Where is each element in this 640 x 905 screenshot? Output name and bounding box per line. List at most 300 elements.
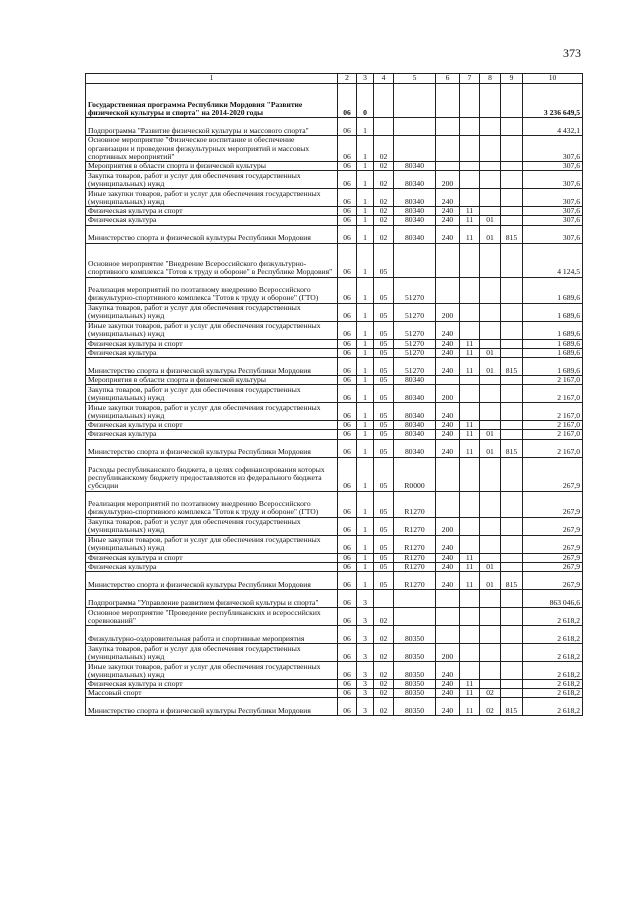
cell-pr bbox=[480, 680, 501, 689]
cell-om: 02 bbox=[374, 626, 394, 644]
cell-pr bbox=[480, 644, 501, 662]
cell-gp: 06 bbox=[338, 626, 357, 644]
cell-rz: 11 bbox=[460, 348, 480, 357]
cell-vr: 240 bbox=[436, 216, 460, 225]
cell-pr bbox=[480, 421, 501, 430]
cell-om: 02 bbox=[374, 171, 394, 189]
cell-pr: 01 bbox=[480, 225, 501, 243]
cell-direction bbox=[394, 118, 436, 136]
cell-pr bbox=[480, 84, 501, 118]
cell-gp: 06 bbox=[338, 162, 357, 171]
table-row bbox=[86, 457, 583, 491]
cell-rz bbox=[460, 662, 480, 680]
cell-pp: 1 bbox=[357, 162, 374, 171]
cell-amount: 2 618,2 bbox=[523, 680, 583, 689]
cell-rz bbox=[460, 590, 480, 608]
row-name: Министерство спорта и физической культуры Республики Мордовия bbox=[86, 572, 338, 590]
row-name: Закупка товаров, работ и услуг для обеспечения государственных (муниципальных) нужд bbox=[86, 385, 338, 403]
table-row bbox=[86, 680, 583, 689]
row-name: Расходы республиканского бюджета, в целях софинансирования которых республиканскому бюджету предоставляются из федерального бюджета субсидии bbox=[86, 457, 338, 491]
cell-pp: 1 bbox=[357, 553, 374, 562]
cell-vr: 240 bbox=[436, 689, 460, 698]
cell-pp: 1 bbox=[357, 277, 374, 303]
cell-direction: 80340 bbox=[394, 189, 436, 207]
cell-pr: 01 bbox=[480, 439, 501, 457]
cell-pp: 1 bbox=[357, 303, 374, 321]
cell-direction bbox=[394, 136, 436, 162]
cell-om: 05 bbox=[374, 403, 394, 421]
cell-rz bbox=[460, 403, 480, 421]
cell-rz bbox=[460, 189, 480, 207]
cell-grbs bbox=[501, 562, 523, 571]
cell-amount: 3 236 649,5 bbox=[523, 84, 583, 118]
row-name: Министерство спорта и физической культуры Республики Мордовия bbox=[86, 698, 338, 716]
cell-pp: 1 bbox=[357, 321, 374, 339]
cell-pr: 01 bbox=[480, 358, 501, 376]
cell-gp: 06 bbox=[338, 136, 357, 162]
cell-vr: 200 bbox=[436, 517, 460, 535]
cell-amount: 267,9 bbox=[523, 517, 583, 535]
cell-om: 05 bbox=[374, 385, 394, 403]
table-row bbox=[86, 590, 583, 608]
col-header: 1 bbox=[86, 74, 338, 84]
cell-vr bbox=[436, 626, 460, 644]
cell-vr: 240 bbox=[436, 403, 460, 421]
col-header: 8 bbox=[480, 74, 501, 84]
cell-direction: R1270 bbox=[394, 491, 436, 517]
cell-pp: 3 bbox=[357, 689, 374, 698]
cell-pr bbox=[480, 189, 501, 207]
cell-rz: 11 bbox=[460, 680, 480, 689]
table-row bbox=[86, 376, 583, 385]
cell-vr: 240 bbox=[436, 225, 460, 243]
cell-pp: 1 bbox=[357, 572, 374, 590]
cell-om: 05 bbox=[374, 321, 394, 339]
cell-vr: 200 bbox=[436, 644, 460, 662]
cell-direction: R0000 bbox=[394, 457, 436, 491]
cell-grbs bbox=[501, 430, 523, 439]
cell-gp: 06 bbox=[338, 339, 357, 348]
cell-vr bbox=[436, 162, 460, 171]
cell-rz bbox=[460, 535, 480, 553]
cell-vr bbox=[436, 491, 460, 517]
cell-vr: 240 bbox=[436, 535, 460, 553]
cell-rz: 11 bbox=[460, 430, 480, 439]
cell-grbs bbox=[501, 491, 523, 517]
cell-grbs bbox=[501, 118, 523, 136]
table-row bbox=[86, 162, 583, 171]
cell-vr bbox=[436, 118, 460, 136]
cell-vr bbox=[436, 376, 460, 385]
cell-vr: 240 bbox=[436, 430, 460, 439]
cell-pr bbox=[480, 277, 501, 303]
cell-gp: 06 bbox=[338, 403, 357, 421]
cell-pr bbox=[480, 162, 501, 171]
cell-rz bbox=[460, 136, 480, 162]
cell-rz: 11 bbox=[460, 225, 480, 243]
cell-om: 05 bbox=[374, 562, 394, 571]
cell-vr: 240 bbox=[436, 553, 460, 562]
cell-amount: 2 618,2 bbox=[523, 662, 583, 680]
table-row bbox=[86, 216, 583, 225]
cell-amount: 1 689,6 bbox=[523, 358, 583, 376]
table-row bbox=[86, 339, 583, 348]
cell-pp: 1 bbox=[357, 457, 374, 491]
header-row bbox=[86, 74, 583, 84]
cell-direction bbox=[394, 84, 436, 118]
cell-om: 02 bbox=[374, 644, 394, 662]
cell-pp: 1 bbox=[357, 430, 374, 439]
cell-gp: 06 bbox=[338, 680, 357, 689]
row-name: Физическая культура bbox=[86, 562, 338, 571]
cell-direction: 80340 bbox=[394, 225, 436, 243]
cell-grbs: 815 bbox=[501, 698, 523, 716]
cell-pr bbox=[480, 553, 501, 562]
cell-om: 05 bbox=[374, 430, 394, 439]
cell-gp: 06 bbox=[338, 118, 357, 136]
cell-pr: 02 bbox=[480, 698, 501, 716]
cell-grbs bbox=[501, 517, 523, 535]
cell-amount: 307,6 bbox=[523, 189, 583, 207]
table-row bbox=[86, 517, 583, 535]
table-row bbox=[86, 171, 583, 189]
cell-amount: 307,6 bbox=[523, 162, 583, 171]
cell-direction: 80340 bbox=[394, 439, 436, 457]
table-row bbox=[86, 207, 583, 216]
cell-pr bbox=[480, 339, 501, 348]
cell-pr bbox=[480, 376, 501, 385]
cell-direction bbox=[394, 243, 436, 277]
cell-gp: 06 bbox=[338, 430, 357, 439]
row-name: Министерство спорта и физической культуры Республики Мордовия bbox=[86, 439, 338, 457]
table-row bbox=[86, 321, 583, 339]
cell-pr: 01 bbox=[480, 430, 501, 439]
cell-pr bbox=[480, 136, 501, 162]
cell-gp: 06 bbox=[338, 207, 357, 216]
row-name: Массовый спорт bbox=[86, 689, 338, 698]
cell-grbs bbox=[501, 457, 523, 491]
cell-rz: 11 bbox=[460, 572, 480, 590]
cell-pp: 1 bbox=[357, 491, 374, 517]
cell-pr bbox=[480, 243, 501, 277]
cell-rz: 11 bbox=[460, 553, 480, 562]
cell-direction: 80350 bbox=[394, 644, 436, 662]
cell-om: 05 bbox=[374, 517, 394, 535]
col-header: 2 bbox=[338, 74, 357, 84]
cell-direction: 80340 bbox=[394, 162, 436, 171]
cell-grbs bbox=[501, 84, 523, 118]
cell-grbs bbox=[501, 590, 523, 608]
cell-amount: 2 167,0 bbox=[523, 421, 583, 430]
cell-gp: 06 bbox=[338, 572, 357, 590]
col-header: 4 bbox=[374, 74, 394, 84]
row-name: Физическая культура и спорт bbox=[86, 339, 338, 348]
cell-amount: 267,9 bbox=[523, 553, 583, 562]
row-name: Иные закупки товаров, работ и услуг для обеспечения государственных (муниципальных) нужд bbox=[86, 321, 338, 339]
cell-grbs: 815 bbox=[501, 439, 523, 457]
cell-pp: 1 bbox=[357, 439, 374, 457]
table-row bbox=[86, 491, 583, 517]
cell-grbs: 815 bbox=[501, 358, 523, 376]
cell-om: 05 bbox=[374, 243, 394, 277]
row-name: Иные закупки товаров, работ и услуг для обеспечения государственных (муниципальных) нужд bbox=[86, 189, 338, 207]
cell-gp: 06 bbox=[338, 225, 357, 243]
col-header: 6 bbox=[436, 74, 460, 84]
cell-pp: 3 bbox=[357, 662, 374, 680]
cell-vr: 240 bbox=[436, 189, 460, 207]
cell-om: 02 bbox=[374, 680, 394, 689]
cell-grbs bbox=[501, 207, 523, 216]
row-name: Подпрограмма "Развитие физической культуры и массового спорта" bbox=[86, 118, 338, 136]
cell-rz bbox=[460, 608, 480, 626]
table-row bbox=[86, 118, 583, 136]
cell-pr: 01 bbox=[480, 348, 501, 357]
cell-pp: 1 bbox=[357, 376, 374, 385]
cell-rz: 11 bbox=[460, 698, 480, 716]
row-name: Закупка товаров, работ и услуг для обеспечения государственных (муниципальных) нужд bbox=[86, 517, 338, 535]
cell-pp: 3 bbox=[357, 698, 374, 716]
cell-om: 02 bbox=[374, 225, 394, 243]
cell-pp: 1 bbox=[357, 339, 374, 348]
cell-pp: 3 bbox=[357, 644, 374, 662]
cell-pr bbox=[480, 207, 501, 216]
cell-amount: 2 618,2 bbox=[523, 626, 583, 644]
cell-direction: 80350 bbox=[394, 698, 436, 716]
cell-vr: 240 bbox=[436, 348, 460, 357]
cell-pr bbox=[480, 608, 501, 626]
cell-grbs bbox=[501, 348, 523, 357]
row-name: Основное мероприятие "Физическое воспитание и обеспечение организации и проведения физкультурных мероприятий и массовых спортивных мероприятий" bbox=[86, 136, 338, 162]
cell-gp: 06 bbox=[338, 376, 357, 385]
cell-rz bbox=[460, 644, 480, 662]
cell-pp: 1 bbox=[357, 216, 374, 225]
cell-gp: 06 bbox=[338, 358, 357, 376]
row-name: Закупка товаров, работ и услуг для обеспечения государственных (муниципальных) нужд bbox=[86, 171, 338, 189]
row-name: Государственная программа Республики Мордовия "Развитие физической культуры и спорта" на 2014-2020 годы bbox=[86, 84, 338, 118]
cell-pp: 1 bbox=[357, 517, 374, 535]
cell-amount: 2 167,0 bbox=[523, 376, 583, 385]
row-name: Физическая культура и спорт bbox=[86, 207, 338, 216]
cell-grbs bbox=[501, 216, 523, 225]
cell-rz bbox=[460, 162, 480, 171]
cell-amount: 307,6 bbox=[523, 225, 583, 243]
cell-gp: 06 bbox=[338, 216, 357, 225]
cell-direction: 80340 bbox=[394, 430, 436, 439]
cell-rz bbox=[460, 491, 480, 517]
row-name: Физкультурно-оздоровительная работа и спортивные мероприятия bbox=[86, 626, 338, 644]
cell-gp: 06 bbox=[338, 517, 357, 535]
table-row bbox=[86, 225, 583, 243]
cell-om: 05 bbox=[374, 457, 394, 491]
table-row bbox=[86, 662, 583, 680]
cell-grbs bbox=[501, 403, 523, 421]
cell-om: 05 bbox=[374, 439, 394, 457]
cell-om: 05 bbox=[374, 535, 394, 553]
cell-grbs bbox=[501, 189, 523, 207]
cell-amount: 2 167,0 bbox=[523, 430, 583, 439]
cell-om bbox=[374, 84, 394, 118]
cell-vr: 240 bbox=[436, 358, 460, 376]
row-name: Физическая культура и спорт bbox=[86, 421, 338, 430]
cell-vr bbox=[436, 84, 460, 118]
cell-direction: R1270 bbox=[394, 535, 436, 553]
cell-gp: 06 bbox=[338, 348, 357, 357]
cell-gp: 06 bbox=[338, 421, 357, 430]
cell-direction: R1270 bbox=[394, 553, 436, 562]
row-name: Министерство спорта и физической культуры Республики Мордовия bbox=[86, 225, 338, 243]
cell-rz: 11 bbox=[460, 439, 480, 457]
cell-vr: 240 bbox=[436, 339, 460, 348]
cell-vr: 240 bbox=[436, 562, 460, 571]
cell-amount: 1 689,6 bbox=[523, 348, 583, 357]
cell-amount: 307,6 bbox=[523, 171, 583, 189]
cell-om bbox=[374, 118, 394, 136]
cell-om: 02 bbox=[374, 207, 394, 216]
cell-vr bbox=[436, 590, 460, 608]
cell-om bbox=[374, 590, 394, 608]
cell-direction bbox=[394, 590, 436, 608]
cell-amount: 2 167,0 bbox=[523, 439, 583, 457]
row-name: Мероприятия в области спорта и физической культуры bbox=[86, 162, 338, 171]
cell-rz: 11 bbox=[460, 358, 480, 376]
cell-rz bbox=[460, 118, 480, 136]
cell-amount: 307,6 bbox=[523, 207, 583, 216]
cell-grbs bbox=[501, 376, 523, 385]
cell-rz: 11 bbox=[460, 207, 480, 216]
table-row bbox=[86, 608, 583, 626]
cell-vr bbox=[436, 457, 460, 491]
cell-pr bbox=[480, 118, 501, 136]
cell-pp: 1 bbox=[357, 403, 374, 421]
cell-direction: 51270 bbox=[394, 339, 436, 348]
table-row bbox=[86, 689, 583, 698]
row-name: Физическая культура bbox=[86, 430, 338, 439]
cell-grbs bbox=[501, 608, 523, 626]
table-row bbox=[86, 277, 583, 303]
cell-amount: 267,9 bbox=[523, 491, 583, 517]
cell-rz bbox=[460, 385, 480, 403]
cell-om: 05 bbox=[374, 339, 394, 348]
row-name: Иные закупки товаров, работ и услуг для обеспечения государственных (муниципальных) нужд bbox=[86, 662, 338, 680]
cell-gp: 06 bbox=[338, 644, 357, 662]
cell-rz bbox=[460, 517, 480, 535]
row-name: Министерство спорта и физической культуры Республики Мордовия bbox=[86, 358, 338, 376]
cell-pp: 1 bbox=[357, 118, 374, 136]
table-row bbox=[86, 303, 583, 321]
cell-gp: 06 bbox=[338, 590, 357, 608]
cell-gp: 06 bbox=[338, 553, 357, 562]
cell-pp: 3 bbox=[357, 680, 374, 689]
cell-pp: 3 bbox=[357, 590, 374, 608]
table-row bbox=[86, 189, 583, 207]
cell-om: 05 bbox=[374, 572, 394, 590]
cell-direction: 80340 bbox=[394, 385, 436, 403]
table-row bbox=[86, 421, 583, 430]
cell-amount: 2 618,2 bbox=[523, 608, 583, 626]
cell-om: 02 bbox=[374, 189, 394, 207]
cell-pr bbox=[480, 517, 501, 535]
cell-vr bbox=[436, 136, 460, 162]
cell-gp: 06 bbox=[338, 321, 357, 339]
table-row bbox=[86, 644, 583, 662]
cell-pp: 1 bbox=[357, 358, 374, 376]
cell-rz bbox=[460, 303, 480, 321]
cell-pr bbox=[480, 171, 501, 189]
table-row bbox=[86, 553, 583, 562]
cell-pr: 01 bbox=[480, 572, 501, 590]
cell-vr: 240 bbox=[436, 662, 460, 680]
cell-grbs bbox=[501, 171, 523, 189]
cell-direction: 80350 bbox=[394, 689, 436, 698]
cell-direction: 51270 bbox=[394, 348, 436, 357]
cell-amount: 2 618,2 bbox=[523, 698, 583, 716]
cell-pp: 1 bbox=[357, 189, 374, 207]
cell-gp: 06 bbox=[338, 439, 357, 457]
cell-pp: 1 bbox=[357, 225, 374, 243]
row-name: Реализация мероприятий по поэтапному внедрению Всероссийского физкультурно-спортивного комплекса "Готов к труду и обороне" (ГТО) bbox=[86, 491, 338, 517]
row-name: Реализация мероприятий по поэтапному внедрению Всероссийского физкультурно-спортивного комплекса "Готов к труду и обороне" (ГТО) bbox=[86, 277, 338, 303]
cell-vr: 240 bbox=[436, 572, 460, 590]
cell-om: 05 bbox=[374, 491, 394, 517]
col-header: 3 bbox=[357, 74, 374, 84]
row-name: Физическая культура bbox=[86, 216, 338, 225]
cell-rz: 11 bbox=[460, 216, 480, 225]
cell-om: 05 bbox=[374, 421, 394, 430]
table-row bbox=[86, 403, 583, 421]
cell-vr bbox=[436, 277, 460, 303]
cell-pp: 3 bbox=[357, 608, 374, 626]
cell-pr bbox=[480, 626, 501, 644]
cell-rz: 11 bbox=[460, 339, 480, 348]
cell-pr: 01 bbox=[480, 562, 501, 571]
cell-direction: 51270 bbox=[394, 321, 436, 339]
cell-vr: 240 bbox=[436, 421, 460, 430]
cell-rz: 11 bbox=[460, 562, 480, 571]
row-name: Закупка товаров, работ и услуг для обеспечения государственных (муниципальных) нужд bbox=[86, 303, 338, 321]
cell-pr bbox=[480, 457, 501, 491]
cell-pr: 01 bbox=[480, 216, 501, 225]
cell-om: 02 bbox=[374, 216, 394, 225]
row-name: Иные закупки товаров, работ и услуг для обеспечения государственных (муниципальных) нужд bbox=[86, 403, 338, 421]
cell-direction: 51270 bbox=[394, 358, 436, 376]
table-row bbox=[86, 385, 583, 403]
cell-om: 05 bbox=[374, 376, 394, 385]
cell-grbs bbox=[501, 689, 523, 698]
cell-pr bbox=[480, 491, 501, 517]
cell-vr bbox=[436, 608, 460, 626]
cell-grbs bbox=[501, 385, 523, 403]
cell-grbs bbox=[501, 136, 523, 162]
table-row bbox=[86, 243, 583, 277]
cell-rz bbox=[460, 321, 480, 339]
cell-om: 05 bbox=[374, 303, 394, 321]
cell-grbs: 815 bbox=[501, 225, 523, 243]
table-row bbox=[86, 430, 583, 439]
col-header: 9 bbox=[501, 74, 523, 84]
cell-grbs bbox=[501, 243, 523, 277]
table-row bbox=[86, 348, 583, 357]
cell-vr bbox=[436, 243, 460, 277]
cell-rz: 11 bbox=[460, 689, 480, 698]
cell-vr: 240 bbox=[436, 207, 460, 216]
cell-amount: 2 618,2 bbox=[523, 644, 583, 662]
cell-pr bbox=[480, 403, 501, 421]
page-number: 373 bbox=[563, 46, 581, 60]
cell-om: 05 bbox=[374, 348, 394, 357]
cell-amount: 307,6 bbox=[523, 136, 583, 162]
cell-gp: 06 bbox=[338, 662, 357, 680]
cell-grbs bbox=[501, 535, 523, 553]
